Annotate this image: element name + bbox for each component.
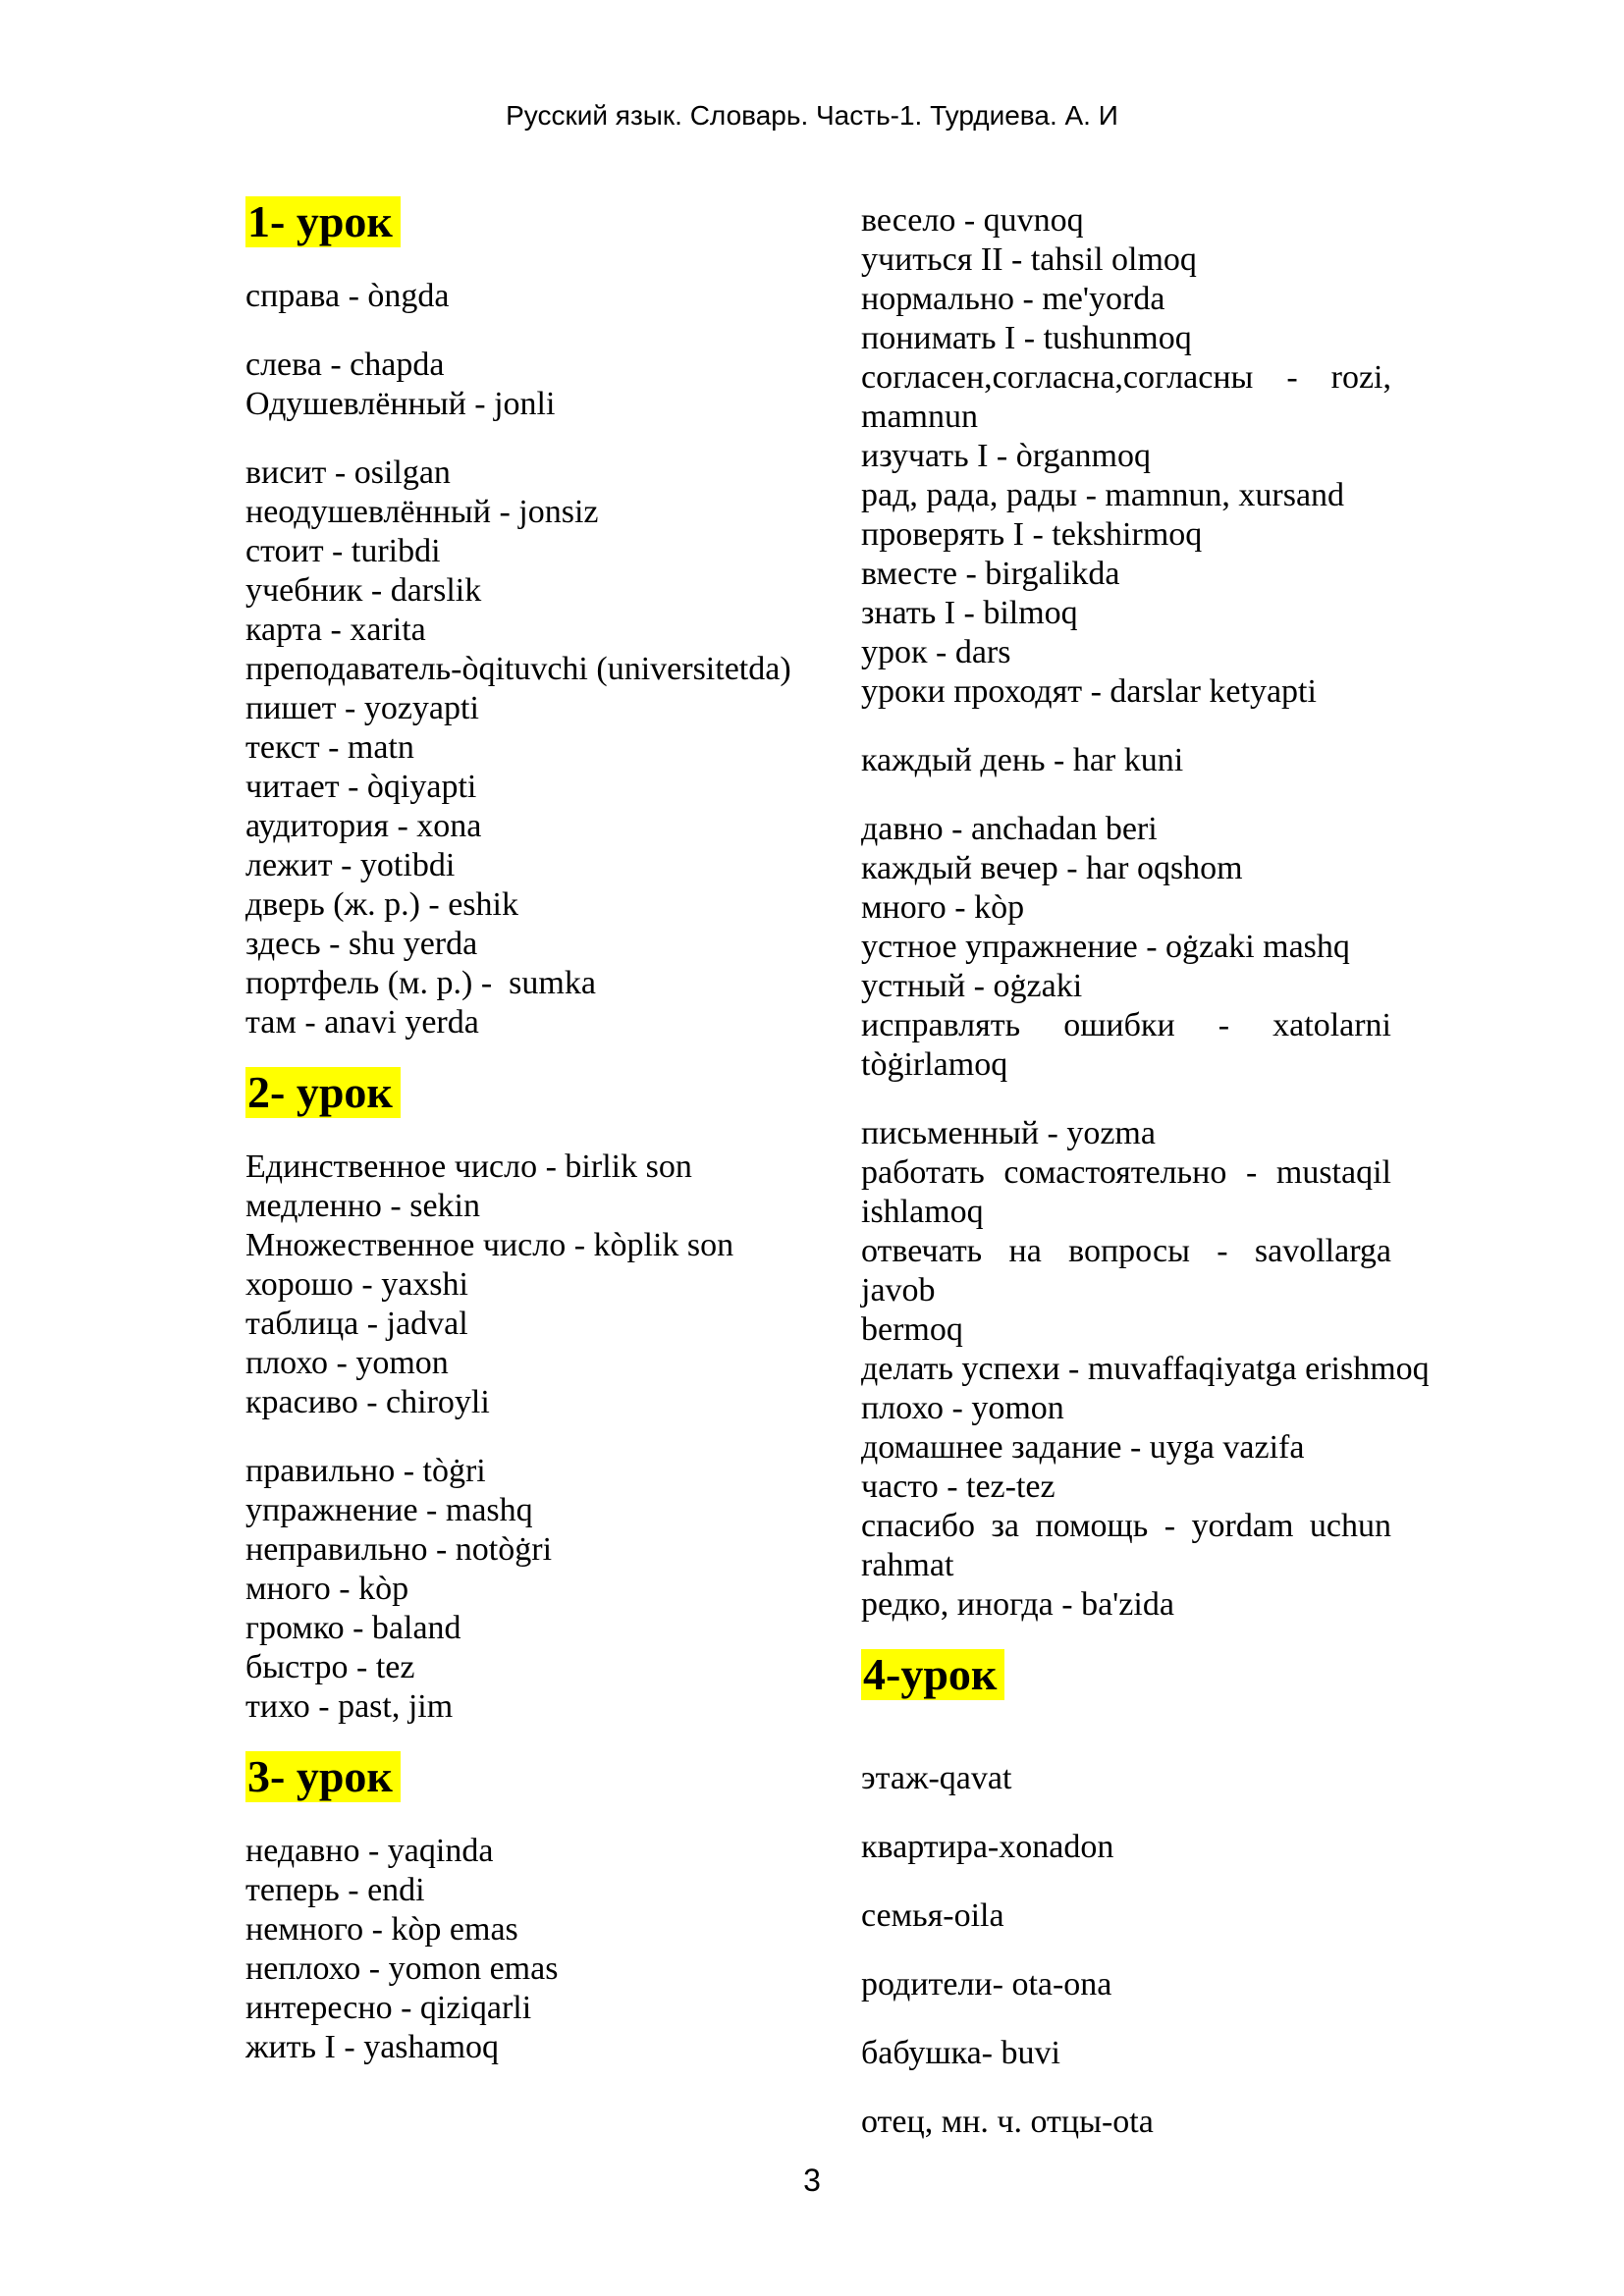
blank-line <box>245 1422 835 1452</box>
vocab-entry: изучать I - òrganmoq <box>861 438 1151 474</box>
vocab-entry: Единственное число - birlik son <box>245 1148 692 1185</box>
vocab-entry: проверять I - tekshirmoq <box>861 516 1203 553</box>
blank-line <box>861 780 1391 810</box>
vocab-entry: устное упражнение - oġzaki mashq <box>861 929 1350 965</box>
blank-line <box>245 424 835 454</box>
vocab-entry-line: bermoq <box>861 1311 963 1348</box>
vocab-entry: недавно - yaqinda <box>245 1833 494 1869</box>
vocab-entry-line: исправлять ошибки - xatolarni <box>861 1007 1391 1043</box>
document-header-title: Русский язык. Словарь. Часть-1. Турдиева. А. И <box>506 100 1118 131</box>
vocab-entry-line: работать сомастоятельно - mustaqil <box>861 1154 1391 1191</box>
vocab-entry: громко - baland <box>245 1610 461 1646</box>
vocab-column-right <box>861 201 1430 2142</box>
vocab-entry: рад, рада, рады - mamnun, xursand <box>861 477 1345 513</box>
vocab-entry: стоит - turibdi <box>245 533 441 569</box>
vocab-entry: здесь - shu yerda <box>245 926 478 962</box>
vocab-entry: понимать I - tushunmoq <box>861 320 1192 356</box>
lesson-heading <box>245 196 835 247</box>
vocab-entry: урок - dars <box>861 634 1011 670</box>
lesson-heading-highlight: 3- урок <box>245 1751 401 1802</box>
vocab-entry: портфель (м. р.) - sumka <box>245 965 596 1001</box>
vocab-entry-line: согласен,согласна,согласны - rozi, <box>861 359 1391 396</box>
vocab-entry: много - kòp <box>245 1571 409 1607</box>
vocab-entry: давно - anchadan beri <box>861 811 1158 847</box>
blank-line <box>861 2073 1391 2103</box>
vocab-entry <box>861 1006 1391 1085</box>
vocab-entry: тихо - past, jim <box>245 1688 454 1725</box>
vocab-entry: много - kòp <box>861 889 1025 926</box>
vocab-entry: каждый день - har kuni <box>861 742 1184 778</box>
blank-line <box>245 316 835 346</box>
vocab-entry: там - anavi yerda <box>245 1004 479 1041</box>
vocab-entry: быстро - tez <box>245 1649 415 1685</box>
vocab-entry: справа - òngda <box>245 278 450 314</box>
lesson-heading-highlight: 1- урок <box>245 196 401 247</box>
lesson-heading <box>245 1067 835 1118</box>
vocab-entry <box>861 358 1391 437</box>
vocab-entry: неодушевлённый - jonsiz <box>245 494 599 530</box>
vocab-entry: отец, мн. ч. отцы-ota <box>861 2104 1154 2140</box>
vocab-entry: неправильно - notòġri <box>245 1531 553 1568</box>
blank-line <box>861 2004 1391 2034</box>
vocab-entry: Множественное число - kòplik son <box>245 1227 734 1263</box>
vocab-entry: жить I - yashamoq <box>245 2029 500 2065</box>
lesson-heading-highlight: 4-урок <box>861 1649 1004 1700</box>
vocab-entry <box>861 1232 1391 1350</box>
vocab-entry: дверь (ж. р.) - eshik <box>245 886 518 923</box>
vocab-entry: висит - osilgan <box>245 454 451 491</box>
vocab-entry-line: спасибо за помощь - yordam uchun <box>861 1508 1391 1544</box>
page-number: 3 <box>803 2163 821 2198</box>
vocab-entry: этаж-qavat <box>861 1760 1012 1796</box>
vocab-entry: часто - tez-tez <box>861 1468 1056 1505</box>
vocab-entry: неплохо - yomon emas <box>245 1950 559 1987</box>
vocab-entry: интересно - qiziqarli <box>245 1990 532 2026</box>
lesson-heading <box>861 1649 1391 1700</box>
vocab-entry <box>861 1153 1391 1232</box>
vocab-entry: учиться II - tahsil olmoq <box>861 241 1197 278</box>
vocab-entry: домашнее задание - uyga vazifa <box>861 1429 1305 1466</box>
vocab-entry: слева - chapda <box>245 347 445 383</box>
vocab-column-left <box>245 196 835 2067</box>
blank-line <box>861 1867 1391 1896</box>
vocab-entry: текст - matn <box>245 729 414 766</box>
vocab-entry: аудитория - xona <box>245 808 482 844</box>
vocab-entry <box>861 1507 1391 1585</box>
lesson-heading-highlight: 2- урок <box>245 1067 401 1118</box>
vocab-entry: семья-oila <box>861 1897 1004 1934</box>
vocab-entry-line: ishlamoq <box>861 1194 984 1230</box>
vocab-entry: теперь - endi <box>245 1872 425 1908</box>
blank-line <box>861 1085 1391 1114</box>
vocab-entry: нормально - me'yorda <box>861 281 1165 317</box>
vocab-entry: преподаватель-òqituvchi (universitetda) <box>245 651 791 687</box>
vocab-entry: Одушевлённый - jonli <box>245 386 556 422</box>
vocab-entry: таблица - jadval <box>245 1306 468 1342</box>
vocab-entry: родители- ota-ona <box>861 1966 1112 2002</box>
vocab-entry: уроки проходят - darslar ketyapti <box>861 673 1317 710</box>
blank-line <box>861 1730 1391 1759</box>
vocab-entry: немного - kòp emas <box>245 1911 518 1948</box>
vocab-entry: знать I - bilmoq <box>861 595 1078 631</box>
vocab-entry: вместе - birgalikda <box>861 556 1120 592</box>
vocab-entry-line: отвечать на вопросы - savollarga javob <box>861 1233 1391 1308</box>
vocab-entry: медленно - sekin <box>245 1188 480 1224</box>
vocab-entry: читает - òqiyapti <box>245 769 477 805</box>
vocab-entry: редко, иногда - ba'zida <box>861 1586 1174 1623</box>
blank-line <box>861 1936 1391 1965</box>
vocab-entry: бабушка- buvi <box>861 2035 1060 2071</box>
vocab-entry: лежит - yotibdi <box>245 847 456 883</box>
vocab-entry: квартира-xonadon <box>861 1829 1114 1865</box>
vocab-entry: упражнение - mashq <box>245 1492 533 1528</box>
blank-line <box>861 1798 1391 1828</box>
vocab-entry-line: tòġirlamoq <box>861 1046 1008 1083</box>
vocab-entry-line: rahmat <box>861 1547 954 1583</box>
vocab-entry: учебник - darslik <box>245 572 482 609</box>
vocab-entry: правильно - tòġri <box>245 1453 486 1489</box>
vocab-entry: хорошо - yaxshi <box>245 1266 468 1303</box>
vocab-entry: плохо - yomon <box>861 1390 1064 1426</box>
vocab-entry: пишет - yozyapti <box>245 690 479 726</box>
vocab-entry: весело - quvnoq <box>861 202 1084 239</box>
vocab-entry: делать успехи - muvaffaqiyatga erishmoq <box>861 1351 1430 1387</box>
vocab-entry: каждый вечер - har oqshom <box>861 850 1243 886</box>
vocab-entry: красиво - chiroyli <box>245 1384 490 1420</box>
blank-line <box>861 712 1391 741</box>
vocab-entry: устный - oġzaki <box>861 968 1083 1004</box>
vocab-entry: плохо - yomon <box>245 1345 449 1381</box>
vocab-entry-line: mamnun <box>861 399 978 435</box>
vocab-entry: письменный - yozma <box>861 1115 1156 1151</box>
vocab-entry: карта - xarita <box>245 612 426 648</box>
lesson-heading <box>245 1751 835 1802</box>
